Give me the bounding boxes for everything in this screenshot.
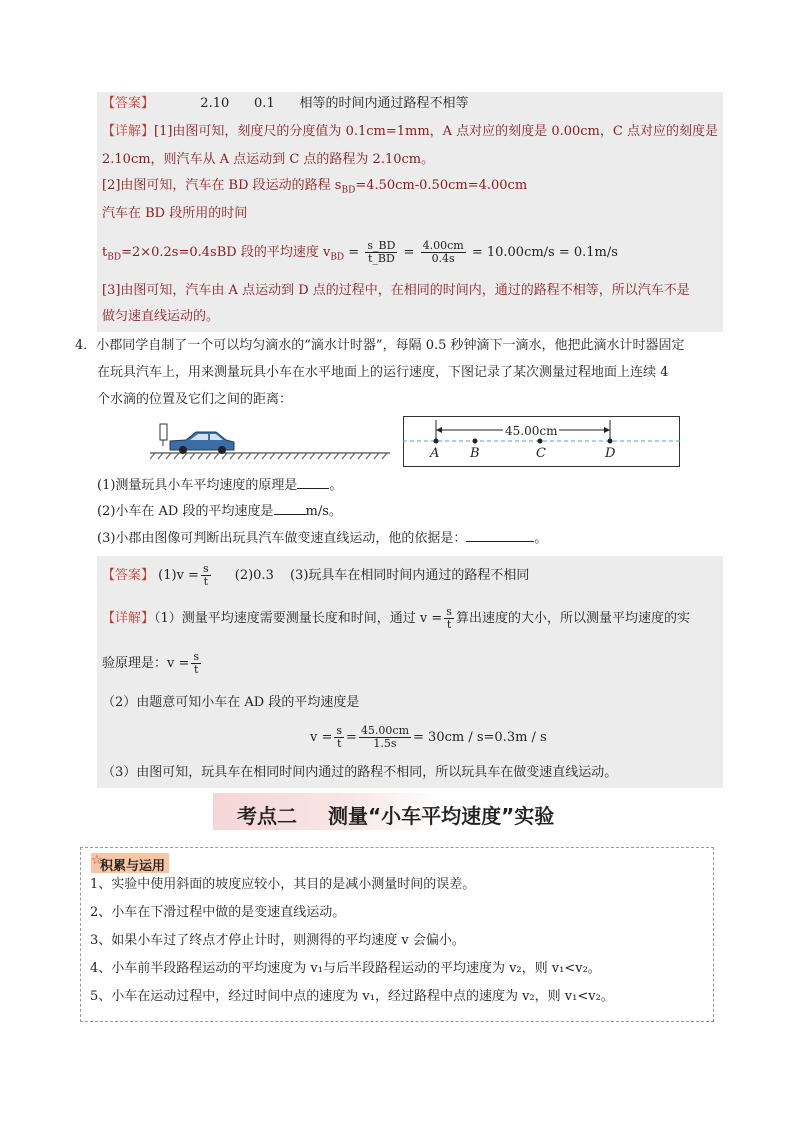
point-label-a: A (430, 446, 440, 461)
answer-values: 2.10 0.1 相等的时间内通过路程不相等 (200, 96, 469, 111)
question-4-line-1: 4．小郡同学自制了一个可以均匀滴水的“滴水计时器”，每隔 0.5 秒钟滴下一滴水，他把此滴水计时器固定 (75, 338, 685, 353)
detail-line-5: $t_{BD}=2\times 0.2s=0.4sBD$ 段的平均速度 $v_{BD}$ = $\frac{s\_BD}{t\_BD}$ = $\frac{4.00cm}{0.4s}$ = 10.00cm/s = 0.1m/s (102, 239, 618, 265)
answer-blank-1[interactable] (297, 488, 329, 489)
detail-label: 【详解】 (102, 611, 155, 626)
detail-line-4: 汽车在 BD 段所用的时间 (102, 206, 248, 221)
tip-item: 1、实验中使用斜面的坡度应较小，其目的是减小测量时间的误差。 (90, 877, 476, 892)
detail-line-6: [3]由图可知，汽车由 A 点运动到 D 点的过程中，在相同的时间内，通过的路程不相等，所以汽车不是 (102, 283, 690, 298)
fraction-values: $\frac{4.00cm}{0.4s}$ (422, 239, 464, 265)
toy-car-diagram (150, 420, 395, 460)
detail-line-7: 做匀速直线运动的。 (102, 309, 220, 324)
point-label-d: D (605, 446, 616, 461)
detail-line-2: 2.10cm，则汽车从 A 点运动到 C 点的路程为 2.10cm。 (102, 152, 435, 167)
answer-label: 【答案】 (102, 96, 155, 111)
answer-label: 【答案】 (102, 568, 155, 583)
answer-line (102, 95, 469, 113)
detail-line-1: 【详解】[1]由图可知，刻度尺的分度值为 0.1cm=1mm，A 点对应的刻度是 0.00cm，C 点对应的刻度是 (102, 124, 718, 139)
fraction-sbd-tbd: $\frac{s\_BD}{t\_BD}$ (367, 239, 396, 265)
drop-c (538, 439, 543, 444)
detail-2-line-4: （3）由图可知，玩具车在相同时间内通过的路程不相同，所以玩具车在做变速直线运动。 (102, 765, 618, 780)
distance-label: 45.00cm (505, 424, 558, 438)
detail-2-line-2: 验原理是：v = $\frac{s}{t}$ (102, 650, 200, 676)
tip-item: 4、小车前半段路程运动的平均速度为 v₁与后半段路程运动的平均速度为 v₂，则 v₁<v₂。 (90, 961, 601, 976)
answer-blank-3[interactable] (466, 541, 534, 542)
section-tag: 考点二 (237, 804, 297, 828)
subquestion-1: (1)测量玩具小车平均速度的原理是 。 (97, 478, 343, 493)
tip-item: 2、小车在下滑过程中做的是变速直线运动。 (90, 905, 346, 920)
detail-label: 【详解】 (102, 124, 155, 139)
question-4-line-3: 个水滴的位置及它们之间的距离： (97, 392, 293, 407)
point-label-c: C (536, 446, 546, 461)
point-label-b: B (470, 446, 480, 461)
star-icon: ☆ (91, 853, 103, 868)
tip-item: 5、小车在运动过程中，经过时间中点的速度为 v₁，经过路程中点的速度为 v₂，则 v₁<v₂。 (90, 989, 614, 1004)
tip-item: 3、如果小车过了终点才停止计时，则测得的平均速度 v 会偏小。 (90, 933, 465, 948)
drop-d (608, 439, 613, 444)
detail-line-3: [2]由图可知，汽车在 BD 段运动的路程 $s_{BD}=4.50cm-0.50cm=4.00cm$ (102, 178, 528, 196)
drop-a (434, 439, 439, 444)
detail-2-line-1: 【详解】（1）测量平均速度需要测量长度和时间，通过 v = $\frac{s}{t}$ 算出速度的大小，所以测量平均速度的实 (102, 605, 690, 631)
drop-b (473, 439, 478, 444)
question-4-line-2: 在玩具汽车上，用来测量玩具小车在水平地面上的运行速度，下图记录了某次测量过程地面上连续 4 (97, 365, 669, 380)
answer-2-line: 【答案】 (1)v = $\frac{s}{t}$ (2)0.3 (3)玩具车在相同时间内通过的路程不相同 (102, 562, 530, 588)
subquestion-3: (3)小郡由图像可判断出玩具汽车做变速直线运动，他的依据是： 。 (97, 531, 548, 546)
detail-2-line-3: （2）由题意可知小车在 AD 段的平均速度是 (102, 695, 360, 710)
section-title: 测量“小车平均速度”实验 (328, 804, 555, 828)
tips-title: 积累与运用 (100, 859, 166, 874)
detail-2-equation: v = $\frac{s}{t}$ = $\frac{45.00cm}{1.5s}$ = 30cm / s=0.3m / s (310, 724, 547, 750)
subquestion-2: (2)小车在 AD 段的平均速度是 m/s。 (97, 504, 342, 519)
question-number: 4． (75, 338, 97, 353)
answer-blank-2[interactable] (274, 514, 306, 515)
